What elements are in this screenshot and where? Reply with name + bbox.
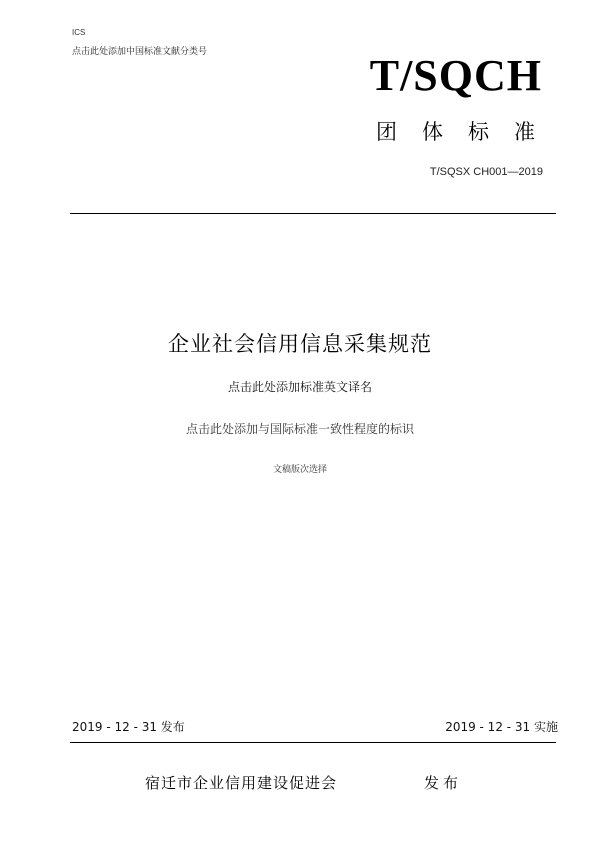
organization-logo: T/SQCH xyxy=(369,51,542,100)
publisher-name: 宿迁市企业信用建设促进会 xyxy=(145,774,338,792)
ccs-placeholder[interactable]: 点击此处添加中国标准文献分类号 xyxy=(72,47,208,57)
header-divider xyxy=(70,213,556,214)
implementation-date: 2019 - 12 - 31 实施 xyxy=(445,720,558,734)
consistency-placeholder[interactable]: 点击此处添加与国际标准一致性程度的标识 xyxy=(185,422,414,436)
publish-label: 发布 xyxy=(424,774,463,792)
standard-code: T/SQSX CH001—2019 xyxy=(429,166,543,178)
standard-type: 团体标准 xyxy=(376,120,560,144)
ics-label: ICS xyxy=(72,28,86,37)
release-date: 2019 - 12 - 31 发布 xyxy=(72,720,185,734)
draft-version-selector[interactable]: 文稿版次选择 xyxy=(272,465,327,475)
english-title-placeholder[interactable]: 点击此处添加标准英文译名 xyxy=(227,380,372,394)
footer-divider xyxy=(70,742,556,743)
document-title: 企业社会信用信息采集规范 xyxy=(168,332,432,356)
